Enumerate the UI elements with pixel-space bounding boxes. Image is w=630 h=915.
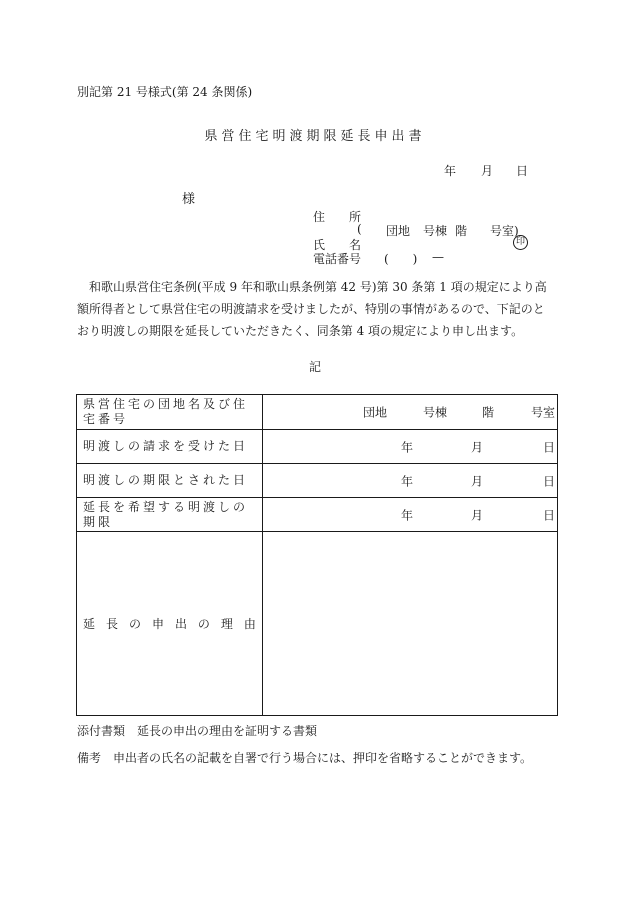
application-table [76,394,558,716]
row3-day-label: 日 [543,474,556,488]
table-label-cell [77,532,263,716]
row4-label: 延長を希望する明渡しの期限 [83,499,249,529]
row5-label-char: の [197,617,210,631]
row2-label: 明渡しの請求を受けた日 [83,439,249,453]
remarks-note: 備考 申出者の氏名の記載を自署で行う場合には、押印を省略することができます。 [77,751,533,765]
row1-goshitsu-label: 号室 [531,405,556,420]
table-row [77,532,558,716]
row4-year-label: 年 [401,508,414,522]
date-year-label: 年 [444,164,457,178]
table-value-cell[interactable] [263,464,558,498]
document-title: 県営住宅明渡期限延長申出書 [204,129,426,144]
phone-paren: ( ) [384,252,418,266]
row5-label-char: 申 [151,617,164,631]
table-row [77,464,558,498]
addressee-suffix: 様 [182,192,196,207]
address-gotou-label: 号棟 [423,224,448,238]
row3-label: 明渡しの期限とされた日 [83,473,249,487]
address-label: 住 所 [313,210,362,224]
row1-label: 県営住宅の団地名及び住宅番号 [83,397,249,426]
row5-label-char: の [128,617,141,631]
row5-label-char: 理 [220,617,233,631]
table-row [77,395,558,430]
date-day-label: 日 [516,164,529,178]
table-label-cell [77,395,263,430]
reason-value-cell[interactable] [263,532,558,716]
phone-dash: — [432,250,444,264]
seal-icon: 印 [513,235,528,250]
row1-danchi-label: 団地 [363,405,388,420]
date-month-label: 月 [481,164,494,178]
row5-label-char: 由 [243,617,256,631]
name-label: 氏 名 [313,238,362,252]
row2-day-label: 日 [543,440,556,454]
body-paragraph [77,276,555,342]
table-label-cell [77,430,263,464]
row5-label-char: 出 [174,617,187,631]
row5-label-char: 長 [105,617,118,631]
table-row [77,498,558,532]
row2-month-label: 月 [471,440,484,454]
table-value-cell[interactable] [263,395,558,430]
ki-heading: 記 [308,360,321,374]
row2-year-label: 年 [401,440,414,454]
row4-month-label: 月 [471,508,484,522]
row4-day-label: 日 [543,508,556,522]
phone-label: 電話番号 [313,252,362,266]
row5-label [77,615,262,632]
table-value-cell[interactable] [263,498,558,532]
row3-month-label: 月 [471,474,484,488]
address-danchi-label: 団地 [386,224,411,238]
row1-gotou-label: 号棟 [423,405,448,420]
address-open-paren: ( [357,222,362,236]
attachment-note: 添付書類 延長の申出の理由を証明する書類 [77,724,318,738]
row5-label-char: 延 [83,617,96,631]
table-label-cell [77,498,263,532]
table-label-cell [77,464,263,498]
body-paragraph-text: 和歌山県営住宅条例(平成 9 年和歌山県条例第 42 号)第 30 条第 1 項の規定により高額所得者として県営住宅の明渡請求を受けましたが、特別の事情があるので、下記のとおり明渡しの期限を延長していただきたく、同条第 4 項の規定により申し出ます。 [77,280,547,338]
address-goshitsu-label: 号室) [490,224,519,238]
address-kai-label: 階 [455,224,468,238]
row1-kai-label: 階 [482,405,495,420]
table-value-cell[interactable] [263,430,558,464]
table-row [77,430,558,464]
row3-year-label: 年 [401,474,414,488]
form-number-label: 別記第 21 号様式(第 24 条関係) [77,85,253,99]
